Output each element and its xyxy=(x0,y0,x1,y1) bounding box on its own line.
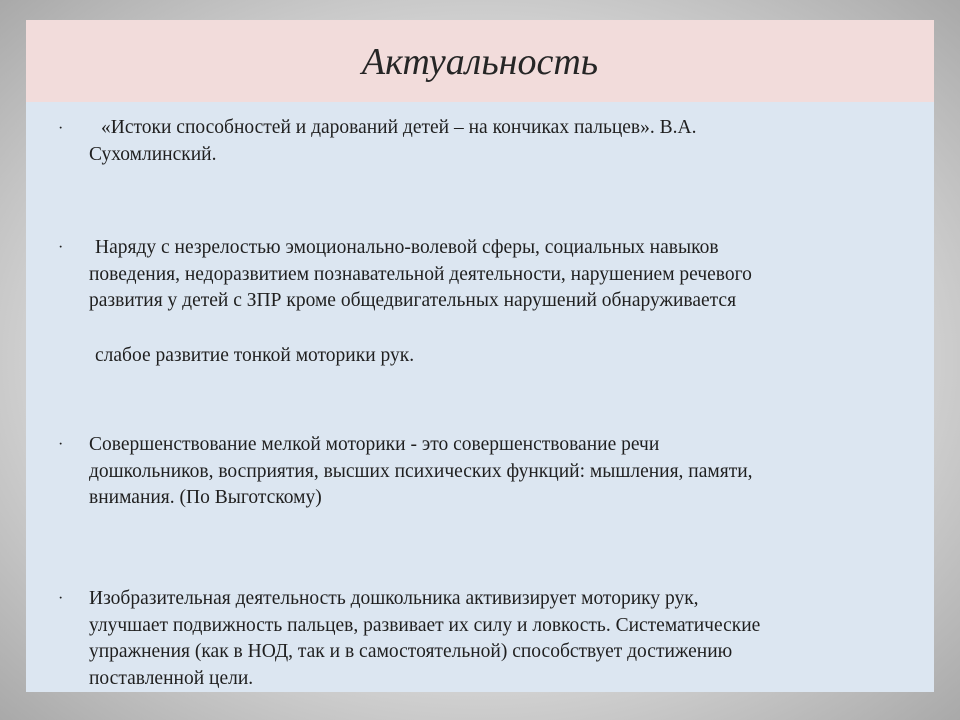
paragraph-line: упражнения (как в НОД, так и в самостоятельной) способствует достижению xyxy=(89,641,733,662)
paragraph-line: поставленной цели. xyxy=(89,667,254,689)
art-activity-paragraph xyxy=(89,586,919,692)
paragraph-line: Сухомлинский. xyxy=(89,143,217,165)
paragraph-line: Совершенствование мелкой моторики - это совершенствование речи xyxy=(89,434,660,455)
zpr-paragraph xyxy=(89,235,919,315)
paragraph-line: дошкольников, восприятия, высших психических функций: мышления, памяти, xyxy=(89,460,753,482)
bullet-marker: · xyxy=(58,590,64,607)
bullet-marker: · xyxy=(58,120,64,137)
paragraph-line: слабое развитие тонкой моторики рук. xyxy=(95,345,415,366)
slide-title: Актуальность xyxy=(361,41,599,83)
slide-content xyxy=(26,20,934,692)
continuation-paragraph xyxy=(89,343,919,370)
paragraph-line: развития у детей с ЗПР кроме общедвигательных нарушений обнаруживается xyxy=(89,290,737,311)
quote-paragraph xyxy=(89,115,919,168)
bullet-marker: · xyxy=(58,239,64,256)
slide xyxy=(26,20,934,692)
paragraph-line: внимания. (По Выготскому) xyxy=(89,487,322,508)
paragraph-line: Наряду с незрелостью эмоционально-волевой сферы, социальных навыков xyxy=(95,237,719,258)
paragraph-line: поведения, недоразвитием познавательной деятельности, нарушением речевого xyxy=(89,263,752,285)
paragraph-line: Изобразительная деятельность дошкольника активизирует моторику рук, xyxy=(89,588,699,609)
bullet-marker: · xyxy=(58,436,64,453)
paragraph-line: улучшает подвижность пальцев, развивает их силу и ловкость. Систематические xyxy=(89,614,761,636)
vygotsky-paragraph xyxy=(89,432,919,512)
paragraph-line: «Истоки способностей и дарований детей – на кончиках пальцев». В.А. xyxy=(101,117,697,138)
